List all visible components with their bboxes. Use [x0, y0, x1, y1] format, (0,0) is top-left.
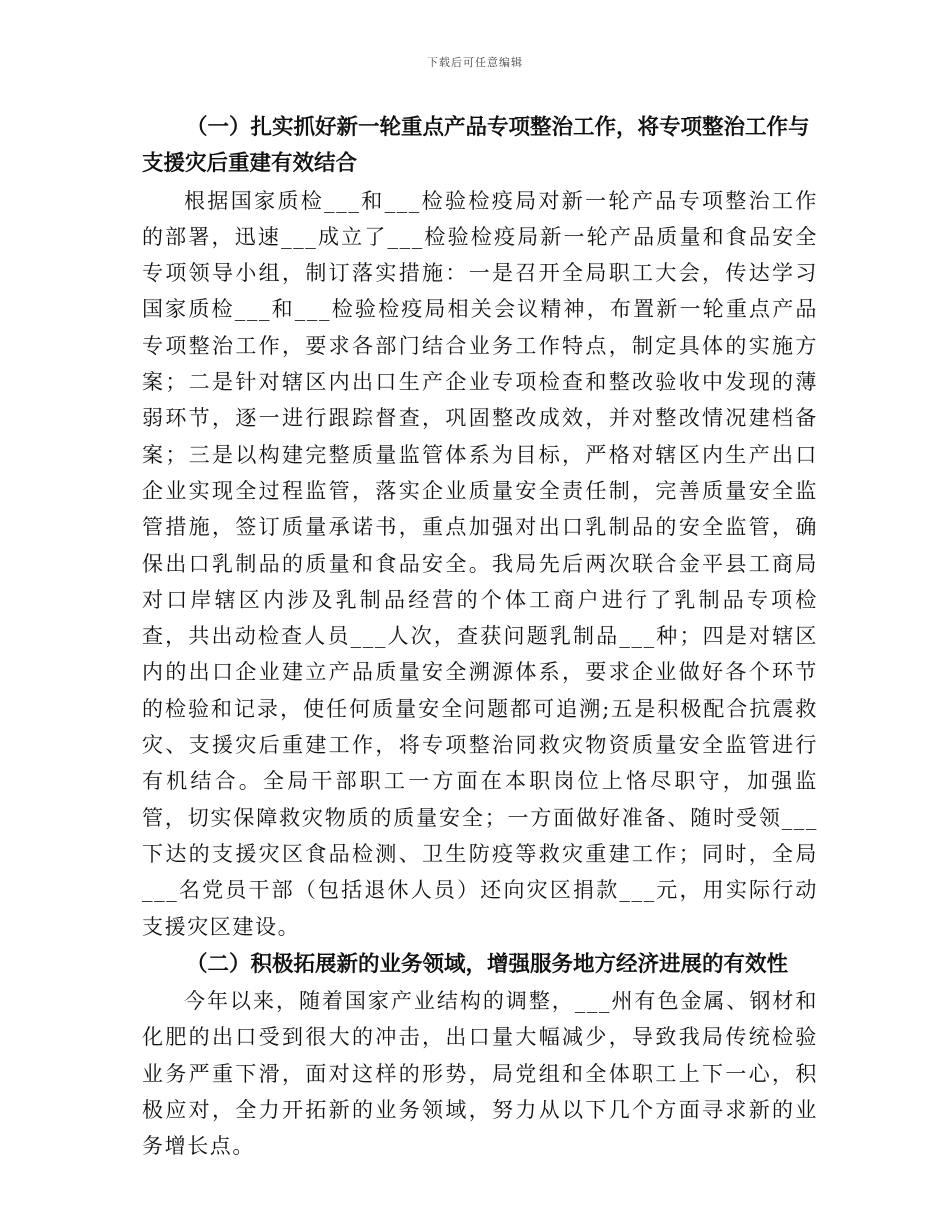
section-1-paragraph: 根据国家质检___和___检验检疫局对新一轮产品专项整治工作的部署，迅速___成立了___检验检疫局新一轮产品质量和食品安全专项领导小组，制订落实措施：一是召开全局职工大会，传达学习国家质检___和___检验检疫局相关会议精神，布置新一轮重点产品专项整治工作，要求各部门结合业务工作特点，制定具体的实施方案；二是针对辖区内出口生产企业专项检查和整改验收中发现的薄弱环节，逐一进行跟踪督查，巩固整改成效，并对整改情况建档备案；三是以构建完整质量监管体系为目标，严格对辖区内生产出口企业实现全过程监管，落实企业质量安全责任制，完善质量安全监管措施，签订质量承诺书，重点加强对出口乳制品的安全监管，确保出口乳制品的质量和食品安全。我局先后两次联合金平县工商局对口岸辖区内涉及乳制品经营的个体工商户进行了乳制品专项检查，共出动检查人员___人次，查获问题乳制品___种；四是对辖区内的出口企业建立产品质量安全溯源体系，要求企业做好各个环节的检验和记录，使任何质量安全问题都可追溯;五是积极配合抗震救灾、支援灾后重建工作，将专项整治同救灾物资质量安全监管进行有机结合。全局干部职工一方面在本职岗位上恪尽职守，加强监管，切实保障救灾物质的质量安全；一方面做好准备、随时受领___下达的支援灾区食品检测、卫生防疫等救灾重建工作；同时，全局___名党员干部（包括退休人员）还向灾区捐款___元，用实际行动支援灾区建设。: [142, 188, 818, 939]
section-2-paragraph: 今年以来，随着国家产业结构的调整，___州有色金属、钢材和化肥的出口受到很大的冲击，出口量大幅减少，导致我局传统检验业务严重下滑，面对这样的形势，局党组和全体职工上下一心，积极应对，全力开拓新的业务领域，努力从以下几个方面寻求新的业务增长点。: [142, 989, 818, 1159]
section-1-heading: （一）扎实抓好新一轮重点产品专项整治工作，将专项整治工作与支援灾后重建有效结合: [142, 115, 810, 177]
page-header: 下载后可任意编辑: [427, 56, 523, 69]
section-2-heading: （二）积极拓展新的业务领域，增强服务地方经济进展的有效性: [186, 951, 789, 977]
document-body: [142, 110, 818, 1165]
